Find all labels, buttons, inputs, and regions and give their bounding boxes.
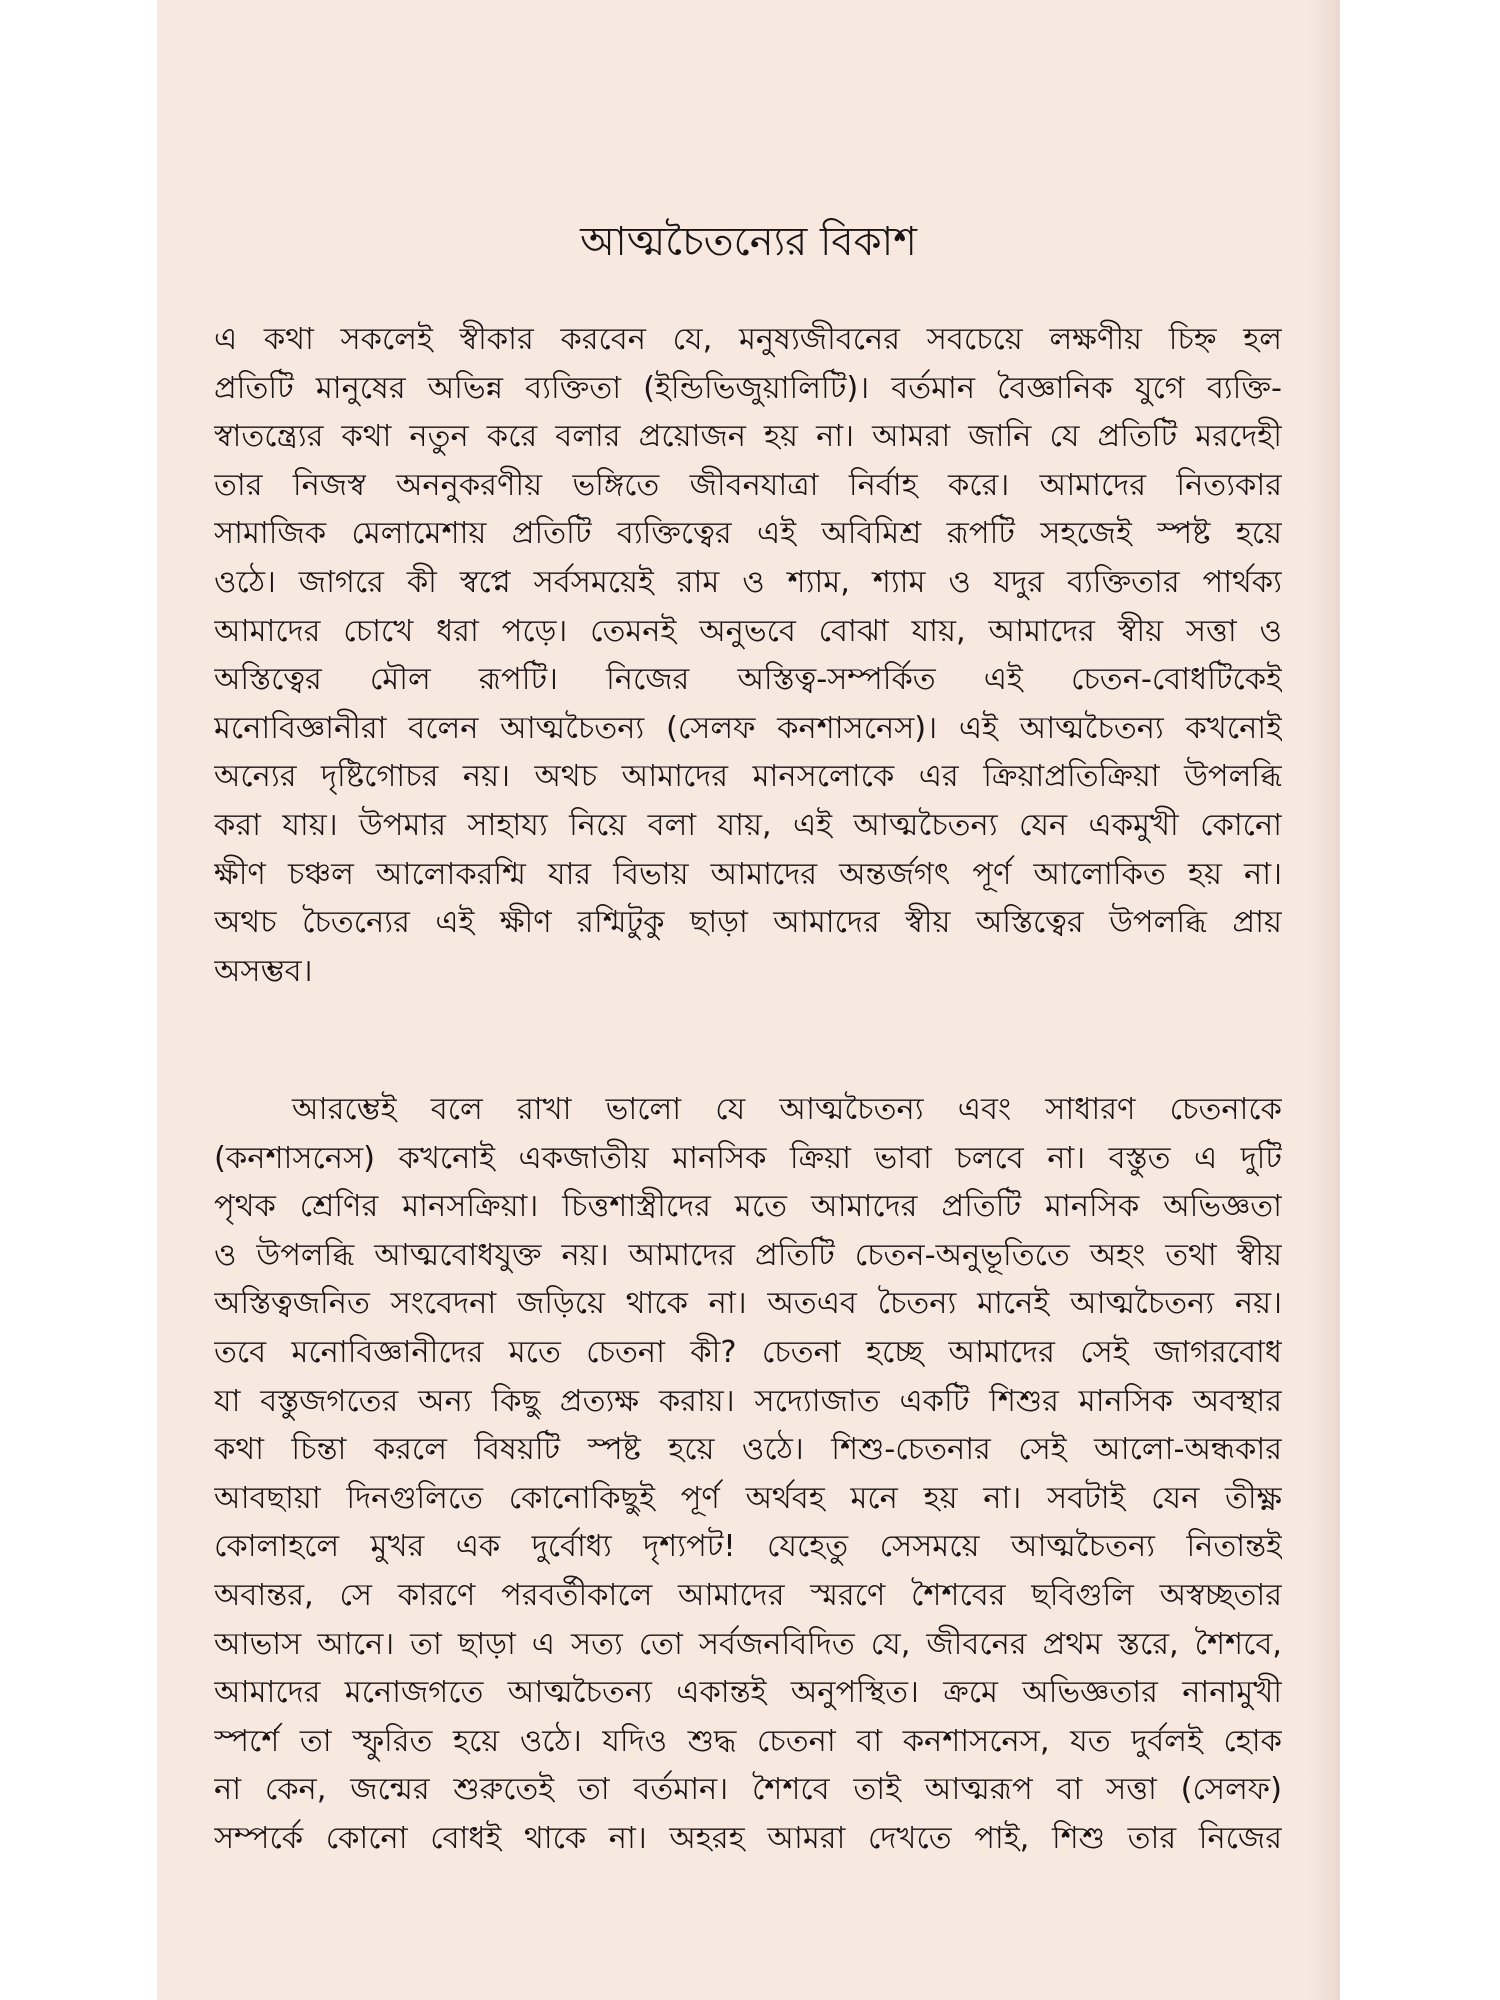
text-line: (কনশাসনেস) কখনোই একজাতীয় মানসিক ক্রিয়া ভাবা চলবে না। বস্তুত এ দুটি	[214, 1140, 1282, 1176]
text-line: অস্তিত্বের মৌল রূপটি। নিজের অস্তিত্ব-সম্পর্কিত এই চেতন-বোধটিকেই	[214, 662, 1282, 698]
text-line: ও উপলব্ধি আত্মবোধযুক্ত নয়। আমাদের প্রতিটি চেতন-অনুভূতিতে অহং তথা স্বীয়	[214, 1237, 1282, 1273]
text-line: কোলাহলে মুখর এক দুর্বোধ্য দৃশ্যপট! যেহেতু সেসময়ে আত্মচৈতন্য নিতান্তই	[214, 1529, 1282, 1565]
text-line: কথা চিন্তা করলে বিষয়টি স্পষ্ট হয়ে ওঠে। শিশু-চেতনার সেই আলো-অন্ধকার	[214, 1432, 1282, 1468]
paragraph-2	[214, 1086, 1282, 1864]
text-line: ওঠে। জাগরে কী স্বপ্নে সর্বসময়েই রাম ও শ্যাম, শ্যাম ও যদুর ব্যক্তিতার পার্থক্য	[214, 564, 1282, 600]
page-gutter-shadow	[1310, 0, 1340, 2000]
text-line: আমাদের চোখে ধরা পড়ে। তেমনই অনুভবে বোঝা যায়, আমাদের স্বীয় সত্তা ও	[214, 613, 1282, 649]
text-line: আরম্ভেই বলে রাখা ভালো যে আত্মচৈতন্য এবং সাধারণ চেতনাকে	[292, 1092, 1282, 1127]
text-line: অস্তিত্বজনিত সংবেদনা জড়িয়ে থাকে না। অতএব চৈতন্য মানেই আত্মচৈতন্য নয়।	[214, 1286, 1282, 1322]
show-through-text	[197, 0, 1317, 330]
text-line: অসম্ভব।	[214, 953, 313, 989]
text-line: অবান্তর, সে কারণে পরবর্তীকালে আমাদের স্মরণে শৈশবের ছবিগুলি অস্বচ্ছতার	[214, 1577, 1282, 1613]
book-page	[157, 0, 1340, 2000]
text-line: পৃথক শ্রেণির মানসক্রিয়া। চিত্তশাস্ত্রীদের মতে আমাদের প্রতিটি মানসিক অভিজ্ঞতা	[214, 1189, 1282, 1225]
text-line: আভাস আনে। তা ছাড়া এ সত্য তো সর্বজনবিদিত যে, জীবনের প্রথম স্তরে, শৈশবে,	[214, 1626, 1282, 1662]
text-line: এ কথা সকলেই স্বীকার করবেন যে, মনুষ্যজীবনের সবচেয়ে লক্ষণীয় চিহ্ন হল	[214, 322, 1282, 357]
text-line: না কেন, জন্মের শুরুতেই তা বর্তমান। শৈশবে তাই আত্মরূপ বা সত্তা (সেলফ)	[214, 1772, 1282, 1808]
text-line: ক্ষীণ চঞ্চল আলোকরশ্মি যার বিভায় আমাদের অন্তর্জগৎ পূর্ণ আলোকিত হয় না।	[214, 856, 1282, 892]
text-line: স্বাতন্ত্র্যের কথা নতুন করে বলার প্রয়োজন হয় না। আমরা জানি যে প্রতিটি মরদেহী	[214, 419, 1282, 455]
text-line: প্রতিটি মানুষের অভিন্ন ব্যক্তিতা (ইন্ডিভিজুয়ালিটি)। বর্তমান বৈজ্ঞানিক যুগে ব্যক্তি-	[214, 370, 1282, 406]
chapter-title: আত্মচৈতন্যের বিকাশ	[580, 219, 917, 265]
text-line: সম্পর্কে কোনো বোধই থাকে না। অহরহ আমরা দেখতে পাই, শিশু তার নিজের	[214, 1820, 1282, 1856]
text-line: যা বস্তুজগতের অন্য কিছু প্রত্যক্ষ করায়। সদ্যোজাত একটি শিশুর মানসিক অবস্থার	[214, 1383, 1282, 1419]
text-line: স্পর্শে তা স্ফুরিত হয়ে ওঠে। যদিও শুদ্ধ চেতনা বা কনশাসনেস, যত দুর্বলই হোক	[214, 1723, 1282, 1759]
text-line: মনোবিজ্ঞানীরা বলেন আত্মচৈতন্য (সেলফ কনশাসনেস)। এই আত্মচৈতন্য কখনোই	[214, 710, 1282, 746]
text-line: অন্যের দৃষ্টিগোচর নয়। অথচ আমাদের মানসলোকে এর ক্রিয়াপ্রতিক্রিয়া উপলব্ধি	[214, 759, 1282, 795]
text-line: সামাজিক মেলামেশায় প্রতিটি ব্যক্তিত্বের এই অবিমিশ্র রূপটি সহজেই স্পষ্ট হয়ে	[214, 516, 1282, 552]
text-line: আবছায়া দিনগুলিতে কোনোকিছুই পূর্ণ অর্থবহ মনে হয় না। সবটাই যেন তীক্ষ্ণ	[214, 1480, 1282, 1516]
text-line: করা যায়। উপমার সাহায্য নিয়ে বলা যায়, এই আত্মচৈতন্য যেন একমুখী কোনো	[214, 807, 1282, 843]
text-line: তার নিজস্ব অননুকরণীয় ভঙ্গিতে জীবনযাত্রা নির্বাহ করে। আমাদের নিত্যকার	[214, 467, 1282, 503]
text-line: আমাদের মনোজগতে আত্মচৈতন্য একান্তই অনুপস্থিত। ক্রমে অভিজ্ঞতার নানামুখী	[214, 1675, 1282, 1711]
text-line: অথচ চৈতন্যের এই ক্ষীণ রশ্মিটুকু ছাড়া আমাদের স্বীয় অস্তিত্বের উপলব্ধি প্রায়	[214, 905, 1282, 941]
text-line: তবে মনোবিজ্ঞানীদের মতে চেতনা কী? চেতনা হচ্ছে আমাদের সেই জাগরবোধ	[214, 1334, 1282, 1370]
paragraph-1	[214, 316, 1282, 996]
